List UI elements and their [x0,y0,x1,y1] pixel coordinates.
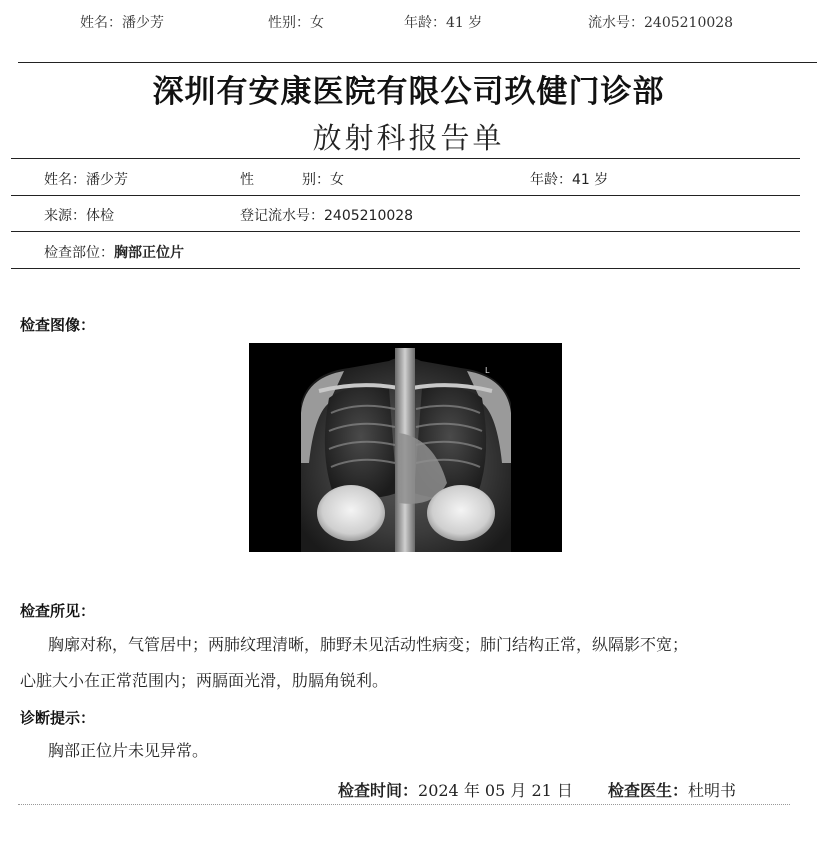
info-gender-label-a: 性 [240,172,254,188]
header-age: 年龄：41 岁 [404,15,483,31]
info-gender [240,169,344,189]
footer-dotted-line [18,804,790,805]
header-divider [18,62,817,63]
info-line-1 [11,195,800,196]
info-age [530,169,608,189]
exam-doctor-label: 检查医生： [608,781,689,800]
info-part-value: 胸部正位片 [114,245,184,261]
info-source-value: 体检 [86,208,114,224]
findings-line-2: 心脏大小在正常范围内；两膈面光滑，肋膈角锐利。 [20,671,389,690]
info-reg-value: 2405210028 [324,208,414,224]
image-section-heading: 检查图像： [20,316,96,334]
exam-time-label: 检查时间： [338,781,419,800]
info-line-top [11,158,800,159]
chest-xray-graphic [249,343,562,552]
info-registration [240,205,413,225]
header-gender: 性别：女 [268,15,324,31]
info-gender-value: 女 [330,172,344,188]
diagnosis-text: 胸部正位片未见异常。 [48,741,209,760]
exam-doctor-value: 杜明书 [688,781,737,800]
info-reg-label: 登记流水号： [240,208,324,224]
info-age-label: 年龄： [530,172,572,188]
findings-heading: 检查所见： [20,602,96,620]
info-part-label: 检查部位： [44,245,114,261]
report-title: 放射科报告单 [312,121,505,155]
xray-side-marker: L [485,366,490,375]
info-exam-part [44,242,184,262]
info-line-bottom [11,268,800,269]
chest-xray-image [249,343,562,552]
info-name-value: 潘少芳 [86,172,128,188]
info-gender-label-b: 别： [302,172,330,188]
findings-line-1: 胸廓对称，气管居中；两肺纹理清晰，肺野未见活动性病变；肺门结构正常，纵隔影不宽； [48,635,689,654]
info-source [44,205,114,225]
hospital-title: 深圳有安康医院有限公司玖健门诊部 [152,74,665,110]
exam-time [338,778,573,801]
diagnosis-heading: 诊断提示： [20,709,96,727]
header-name: 姓名：潘少芳 [80,15,164,31]
exam-time-value: 2024 年 05 月 21 日 [418,781,573,800]
info-name-label: 姓名： [44,172,86,188]
info-source-label: 来源： [44,208,86,224]
info-name [44,169,128,189]
info-age-value: 41 岁 [572,172,609,188]
exam-doctor [608,778,736,801]
header-serial: 流水号：2405210028 [588,15,734,31]
info-line-2 [11,231,800,232]
